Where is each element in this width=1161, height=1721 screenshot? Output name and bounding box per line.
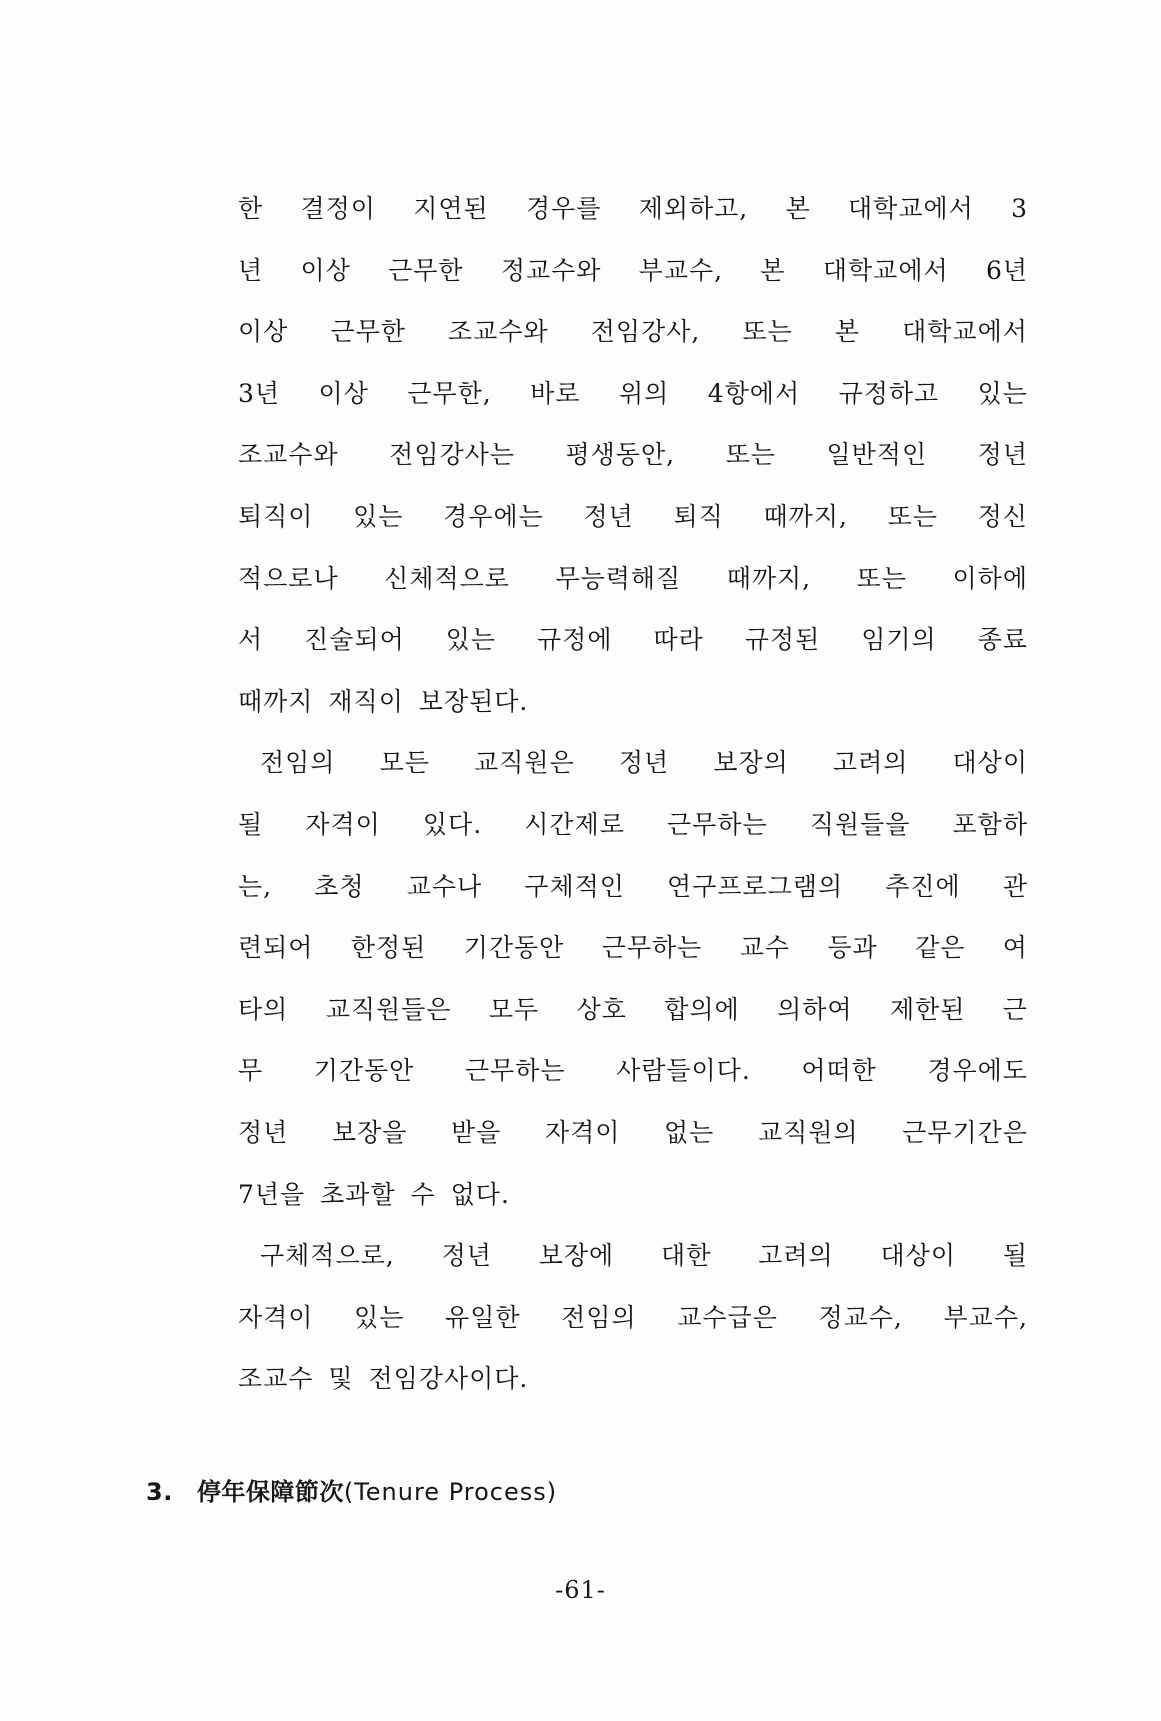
section-title-english: (Tenure Process) bbox=[343, 1478, 558, 1506]
text-line: 자격이 있는 유일한 전임의 교수급은 정교수, 부교수, bbox=[238, 1302, 1028, 1332]
paragraph-tenure-guarantee bbox=[238, 178, 1028, 732]
text-line: 무 기간동안 근무하는 사람들이다. 어떠한 경우에도 bbox=[238, 1056, 1028, 1086]
section-number: 3. bbox=[146, 1478, 173, 1506]
text-line: 서 진술되어 있는 규정에 따라 규정된 임기의 종료 bbox=[238, 625, 1028, 655]
section-heading bbox=[146, 1472, 557, 1507]
text-line: 조교수 및 전임강사이다. bbox=[238, 1364, 529, 1394]
text-line: 퇴직이 있는 경우에는 정년 퇴직 때까지, 또는 정신 bbox=[238, 501, 1028, 531]
text-line: 정년 보장을 받을 자격이 없는 교직원의 근무기간은 bbox=[238, 1117, 1028, 1147]
text-line: 이상 근무한 조교수와 전임강사, 또는 본 대학교에서 bbox=[238, 317, 1028, 347]
paragraph-eligibility bbox=[238, 732, 1028, 1225]
paragraph-eligible-ranks bbox=[238, 1225, 1028, 1410]
text-line: 적으로나 신체적으로 무능력해질 때까지, 또는 이하에 bbox=[238, 563, 1028, 593]
text-line: 는, 초청 교수나 구체적인 연구프로그램의 추진에 관 bbox=[238, 871, 1028, 901]
text-line: 전임의 모든 교직원은 정년 보장의 고려의 대상이 bbox=[260, 748, 1028, 778]
text-line: 될 자격이 있다. 시간제로 근무하는 직원들을 포함하 bbox=[238, 809, 1028, 839]
text-line: 조교수와 전임강사는 평생동안, 또는 일반적인 정년 bbox=[238, 440, 1028, 470]
text-line: 구체적으로, 정년 보장에 대한 고려의 대상이 될 bbox=[260, 1241, 1028, 1271]
text-line: 타의 교직원들은 모두 상호 합의에 의하여 제한된 근 bbox=[238, 994, 1028, 1024]
text-line: 3년 이상 근무한, 바로 위의 4항에서 규정하고 있는 bbox=[238, 378, 1028, 408]
section-title-hanja: 停年保障節次 bbox=[196, 1478, 344, 1506]
text-line: 때까지 재직이 보장된다. bbox=[238, 686, 529, 716]
page-number: -61- bbox=[555, 1576, 606, 1604]
text-line: 7년을 초과할 수 없다. bbox=[238, 1179, 510, 1209]
body-text bbox=[238, 178, 1028, 1410]
text-line: 한 결정이 지연된 경우를 제외하고, 본 대학교에서 3 bbox=[238, 194, 1028, 223]
text-line: 년 이상 근무한 정교수와 부교수, 본 대학교에서 6년 bbox=[238, 255, 1028, 285]
text-line: 련되어 한정된 기간동안 근무하는 교수 등과 같은 여 bbox=[238, 933, 1028, 963]
